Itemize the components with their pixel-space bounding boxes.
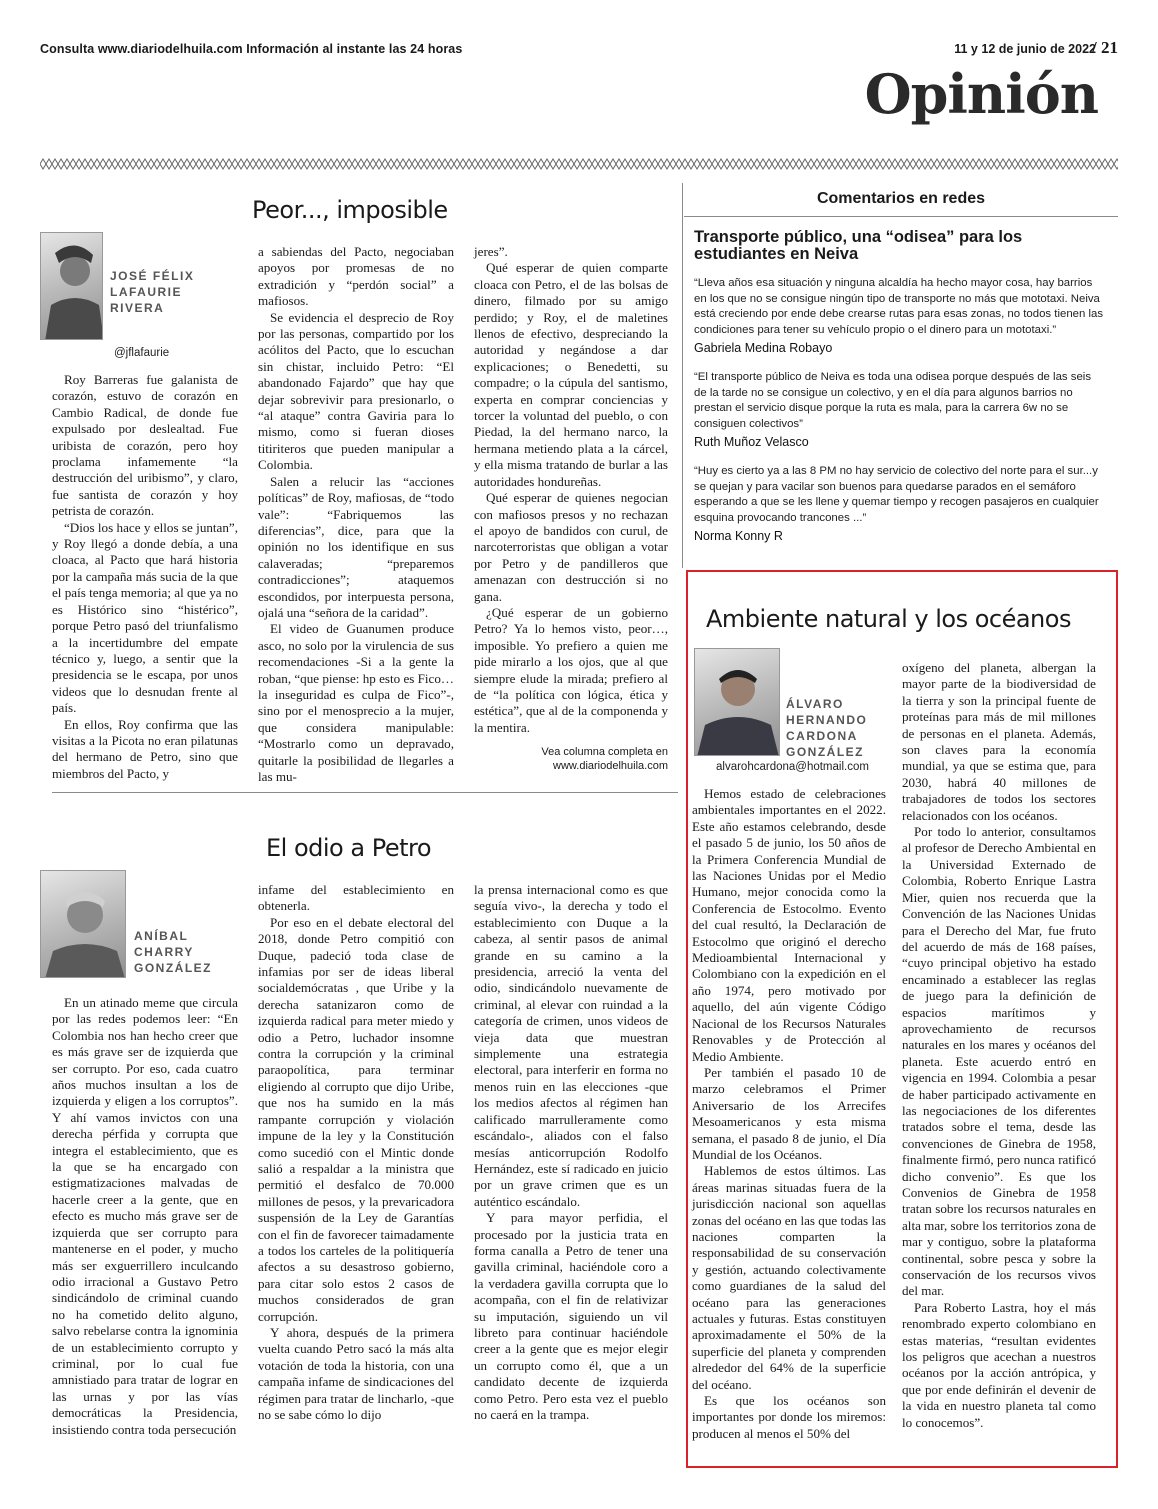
article1-title: Peor..., imposible bbox=[252, 196, 448, 224]
page-number: / 21 bbox=[1092, 38, 1118, 57]
comments-title: Transporte público, una “odisea” para los estudiantes en Neiva bbox=[694, 228, 1023, 263]
article1-col1: Roy Barreras fue galanista de corazón, estuvo de corazón en Cambio Radical, de donde fue expulsado por deslealtad. Fue uribista de corazón, pero hoy proclama infamemente “la destrucción del uribismo”, y claro, fue santista de corazón y hoy petrista de corazón. “Dios los hace y ellos se juntan”, y Roy llegó a donde debía, a una cloaca, al Pacto que hará historia por la campaña más sucia de la que el país tenga memoria; al que ya no es Histórico sino “histérico”, porque Petro pasó del triunfalismo a la incertidumbre del empate técnico y, luego, a sentir que la presidencia se le escapa, por unos videos que lo desnudan frente al país. En ellos, Roy confirma que las visitas a la Picota no eran pilatunas del hermano de Petro, sino que miembros del Pacto, y bbox=[52, 372, 238, 781]
header-date: 11 y 12 de junio de 2022 bbox=[954, 42, 1096, 56]
comment-item: “Lleva años esa situación y ninguna alcaldía ha hecho mayor cosa, hay barrios en los que no se consigue ningún tipo de transporte no más que mototaxi. Neiva está creciendo por ende debe crearse rutas para esas zonas, no todos tienen las condiciones para tener su vehículo propio o el dinero para un mototaxi.” Gabriela Medina Robayo bbox=[694, 277, 1104, 355]
article2-col3: la prensa internacional como es que seguía vivo-, la derecha y todo el establecimiento con Duque a la cabeza, al sentir pasos de animal grande en su camino a la presidencia, arreció la venta del odio, sindicándolo nuevamente de criminal, al elevar con ruindad a la categoría de crimen, unos videos de vieja data que muestran simplemente una estrategia electoral, para interferir en forma no menos ruin en las elecciones -que los medios afectos al régimen han calificado marrulleramente como escándalo-, aliados con el falso mesías anticorrupción Rodolfo Hernández, este sí radicado en juicio por un grave crimen que es un auténtico escándalo. Y para mayor perfidia, el procesado por la justicia trata en forma canalla a Petro de tener una gavilla criminal, haciéndole coro a la verdadera gavilla corrupta que lo acompaña, con el fin de relativizar su imputación, siguiendo un vil libreto para continuar haciéndole creer a la gente que es mejor elegir un corrupto como él, que a un candidato decente de izquierda como Petro. Pero esta vez el pueblo no caerá en la trampa. bbox=[474, 882, 668, 1422]
comments-rule bbox=[684, 216, 1118, 217]
comments-list bbox=[694, 276, 1106, 543]
article2-author: ANÍBAL CHARRY GONZÁLEZ bbox=[134, 929, 212, 975]
author-photo bbox=[40, 870, 126, 978]
rule-center bbox=[682, 183, 683, 568]
article3-col1: Hemos estado de celebraciones ambientales importantes en el 2022. Este año estamos celebrando, desde el pasado 5 de junio, los 50 años de la Primera Conferencia Mundial de las Naciones Unidas por el Medio Humano, mejor conocida como la Conferencia de Estocolmo. Evento del cual resultó, la Declaración de Estocolmo que originó el derecho Medioambiental Internacional y Colombiano con la expedición en el año 1974, pero motivado por aquello, del aún vigente Código Nacional de los Recursos Naturales Renovables y de Protección al Medio Ambiente. Per también el pasado 10 de marzo celebramos el Primer Aniversario de los Arrecifes Mesoamericanos y esta misma semana, el pasado 8 de junio, el Día Mundial de los Océanos. Hablemos de estos últimos. Las áreas marinas situadas fuera de la jurisdicción nacional son aquellas zonas del océano en las que todas las naciones comparten la responsabilidad de su conservación y gestión, actuando colectivamente como guardianes de la salud del océano para las generaciones actuales y futuras. Estas constituyen aproximadamente el 50% de la superficie del planeta y comprenden alrededor del 64% de la superficie del océano. Es que los océanos son importantes por donde los miremos: producen al menos el 50% del bbox=[692, 786, 886, 1441]
article3-email: alvarohcardona@hotmail.com bbox=[716, 761, 869, 773]
article2-col1: En un atinado meme que circula por las redes podemos leer: “En Colombia nos han hecho creer que es más grave ser de izquierda que ser corrupto. Por eso, cada cuatro años muchos insultan a los de izquierda y eligen a los corruptos”. Y ahí vamos invictos con una derecha pérfida y corrupta que integra el establecimiento, que es la que se ha encargado con estigmatizaciones malvadas de hacerle creer a la gente, que en efecto es mucho más grave ser de izquierda que ser corrupto para mantenerse en el poder, y mucho más ser exguerrillero inculcando odio irracional a Gustavo Petro sindicándolo de criminal cuando no ha cometido delito alguno, salvo rebelarse contra la ignominia de un establecimiento corrupto y criminal, por lo cual fue amnistiado para tratar de lograr en las urnas y por las vías democráticas la Presidencia, insistiendo contra toda persecución bbox=[52, 995, 238, 1437]
article1-handle: @jflafaurie bbox=[114, 347, 170, 359]
article3-title: Ambiente natural y los océanos bbox=[706, 605, 1071, 633]
article1-col3: jeres”. Qué esperar de quien comparte cloaca con Petro, el de las bolsas de dinero, filmado por su amigo perdido; y Roy, el de maletines llenos de efectivo, despreciando la autoridad y negándose a dar explicaciones; o Benedetti, su compadre; o la cúpula del santismo, experta en comprar conciencias y torcer la voluntad del pueblo, o con Piedad, la del hermano narco, la hermana metiendo plata a la cárcel, y ella misma tratando de burlar a las autoridades hondureñas. Qué esperar de quienes negocian con mafiosos presos y no rechazan el apoyo de bandidos con curul, de narcoterroristas que obligan a votar por Petro y de pandilleros que amenazan con destrucción si no gana. ¿Qué esperar de un gobierno Petro? Ya lo hemos visto, peor…, imposible. Yo prefiero a quien me pide mirarlo a los ojos, que al que siempre elude la mirada; prefiero al de “la política con lógica, ética y estética”, que al de la componenda y la mentira. bbox=[474, 244, 668, 735]
section-title: Opinión bbox=[864, 62, 1098, 126]
author-photo bbox=[694, 648, 780, 756]
article3-col2: oxígeno del planeta, albergan la mayor parte de la biodiversidad de la tierra y son la principal fuente de proteínas para más de mil millones de personas en el planeta. Además, son claves para la economía mundial, ya que se estima que, para 2030, habrá 40 millones de trabajadores de todos los sectores relacionados con los océanos. Por todo lo anterior, consultamos al profesor de Derecho Ambiental en la Universidad Externado de Colombia, Roberto Enrique Lastra Mier, quien nos recuerda que la Convención de las Naciones Unidas para el Derecho del Mar, fue fruto del acuerdo de más de 168 países, “cuyo principal objetivo ha estado encaminado a establecer las reglas de juego para la definición de espacios marítimos y aprovechamiento de recursos naturales en los mares y océanos del planeta. Este acuerdo entró en vigencia en 1994. Colombia a pesar de haber participado activamente en las negociaciones de los diferentes tratados sobre el tema, desde las convenciones de Ginebra de 1958, finalmente firmó, pero nunca ratificó dicho convenio”. Es que los Convenios de Ginebra de 1958 tratan sobre los recursos naturales en alta mar, sobre los territorios zona de mar y contiguo, sobre la plataforma continental, sobre pesca y sobre la conservación de los recursos vivos del mar. Para Roberto Lastra, hoy el más renombrado experto colombiano en estas materias, “resultan evidentes los peligros que acechan a nuestros océanos por la acción antrópica, y que por ende definirán el devenir de la vida en nuestro planeta tal como lo conocemos”. bbox=[902, 660, 1096, 1430]
comment-item: “El transporte público de Neiva es toda una odisea porque después de las seis de la tarde no se consigue un colectivo, y en el día para algunos barrios no prestan el servicio disque porque la ruta es mala, para la carrera 6w no se consiguen colectivos” Ruth Muñoz Velasco bbox=[694, 371, 1092, 449]
header-tagline: Consulta www.diariodelhuila.com Información al instante las 24 horas bbox=[40, 42, 463, 56]
article1-author: JOSÉ FÉLIX LAFAURIE RIVERA bbox=[110, 269, 195, 315]
article3-author: ÁLVARO HERNANDO CARDONA GONZÁLEZ bbox=[786, 697, 868, 759]
article2-col2: infame del establecimiento en obtenerla. Por eso en el debate electoral del 2018, donde Petro compitió con Duque, padeció toda clase de infamias por ser de ideas liberal socialdemócratas , que Uribe y la derecha satanizaron como de izquierda radical para meter miedo y odio a Petro, luchador insomne contra la corrupción y la criminal paraopolítica, para terminar eligiendo al corrupto que dijo Uribe, que nos ha sumido en la más rampante corrupción y violación impune de la ley y la Constitución como sucedió con el Mintic donde salió a respaldar a la ministra que permitió el desfalco de 70.000 millones de pesos, y la prevaricadora suspensión de la Ley de Garantías con el fin de favorecer taimadamente a todos los carteles de la politiquería afectos a su desastroso gobierno, para citar solo estos 2 casos de muchos considerados de gran corrupción. Y ahora, después de la primera vuelta cuando Petro sacó la más alta votación de toda la historia, con una campaña infame de sindicaciones del régimen para tratar de lincharlo, -que no se sabe cómo lo dijo bbox=[258, 882, 454, 1422]
author-photo bbox=[40, 232, 103, 340]
rule-mid bbox=[52, 792, 678, 793]
article1-col2: a sabiendas del Pacto, negociaban apoyos por promesas de no extradición y “perdón social” a mafiosos. Se evidencia el desprecio de Roy por las personas, compartido por los acólitos del Pacto, que lo escuchan sin chistar, incluido Petro: “El abandonado Fajardo” que hay que dejar sobrevivir para presionarlo, o “al ataque” contra Gaviria para lo mismo, como si fueran dioses titiriteros que pueden manipular a Colombia. Salen a relucir las “acciones políticas” de Roy, mafiosas, de “todo vale”: “Fabriquemos las diferencias”, dice, para que la opinión no los identifique en sus calaveradas; “preparemos contradicciones”; ataquemos escondidos, por interpuesta persona, ojalá una “señora de la caridad”. El video de Guanumen produce asco, no solo por la virulencia de sus recomendaciones -Si a la gente la roban, “que piense: hp esto es Fico… la inseguridad es culpa de Fico”-, sino por el menosprecio a la mujer, que considera manipulable: “Mostrarlo como un depravado, quitarle la posibilidad de llegarles a las mu- bbox=[258, 244, 454, 784]
comment-item: “Huy es cierto ya a las 8 PM no hay servicio de colectivo del norte para el sur...y se quejan y para vacilar son buenos para quedarse parados en el semáforo esperando a que se les llene y quemar tiempo y recogen pasajeros en cualquier esquina provocando trancones ...” Norma Konny R bbox=[694, 465, 1099, 543]
article2-title: El odio a Petro bbox=[266, 834, 432, 862]
comments-heading: Comentarios en redes bbox=[816, 190, 986, 207]
zigzag-divider bbox=[40, 156, 1118, 172]
article1-more: Vea columna completa en www.diariodelhuila.com bbox=[541, 746, 668, 772]
